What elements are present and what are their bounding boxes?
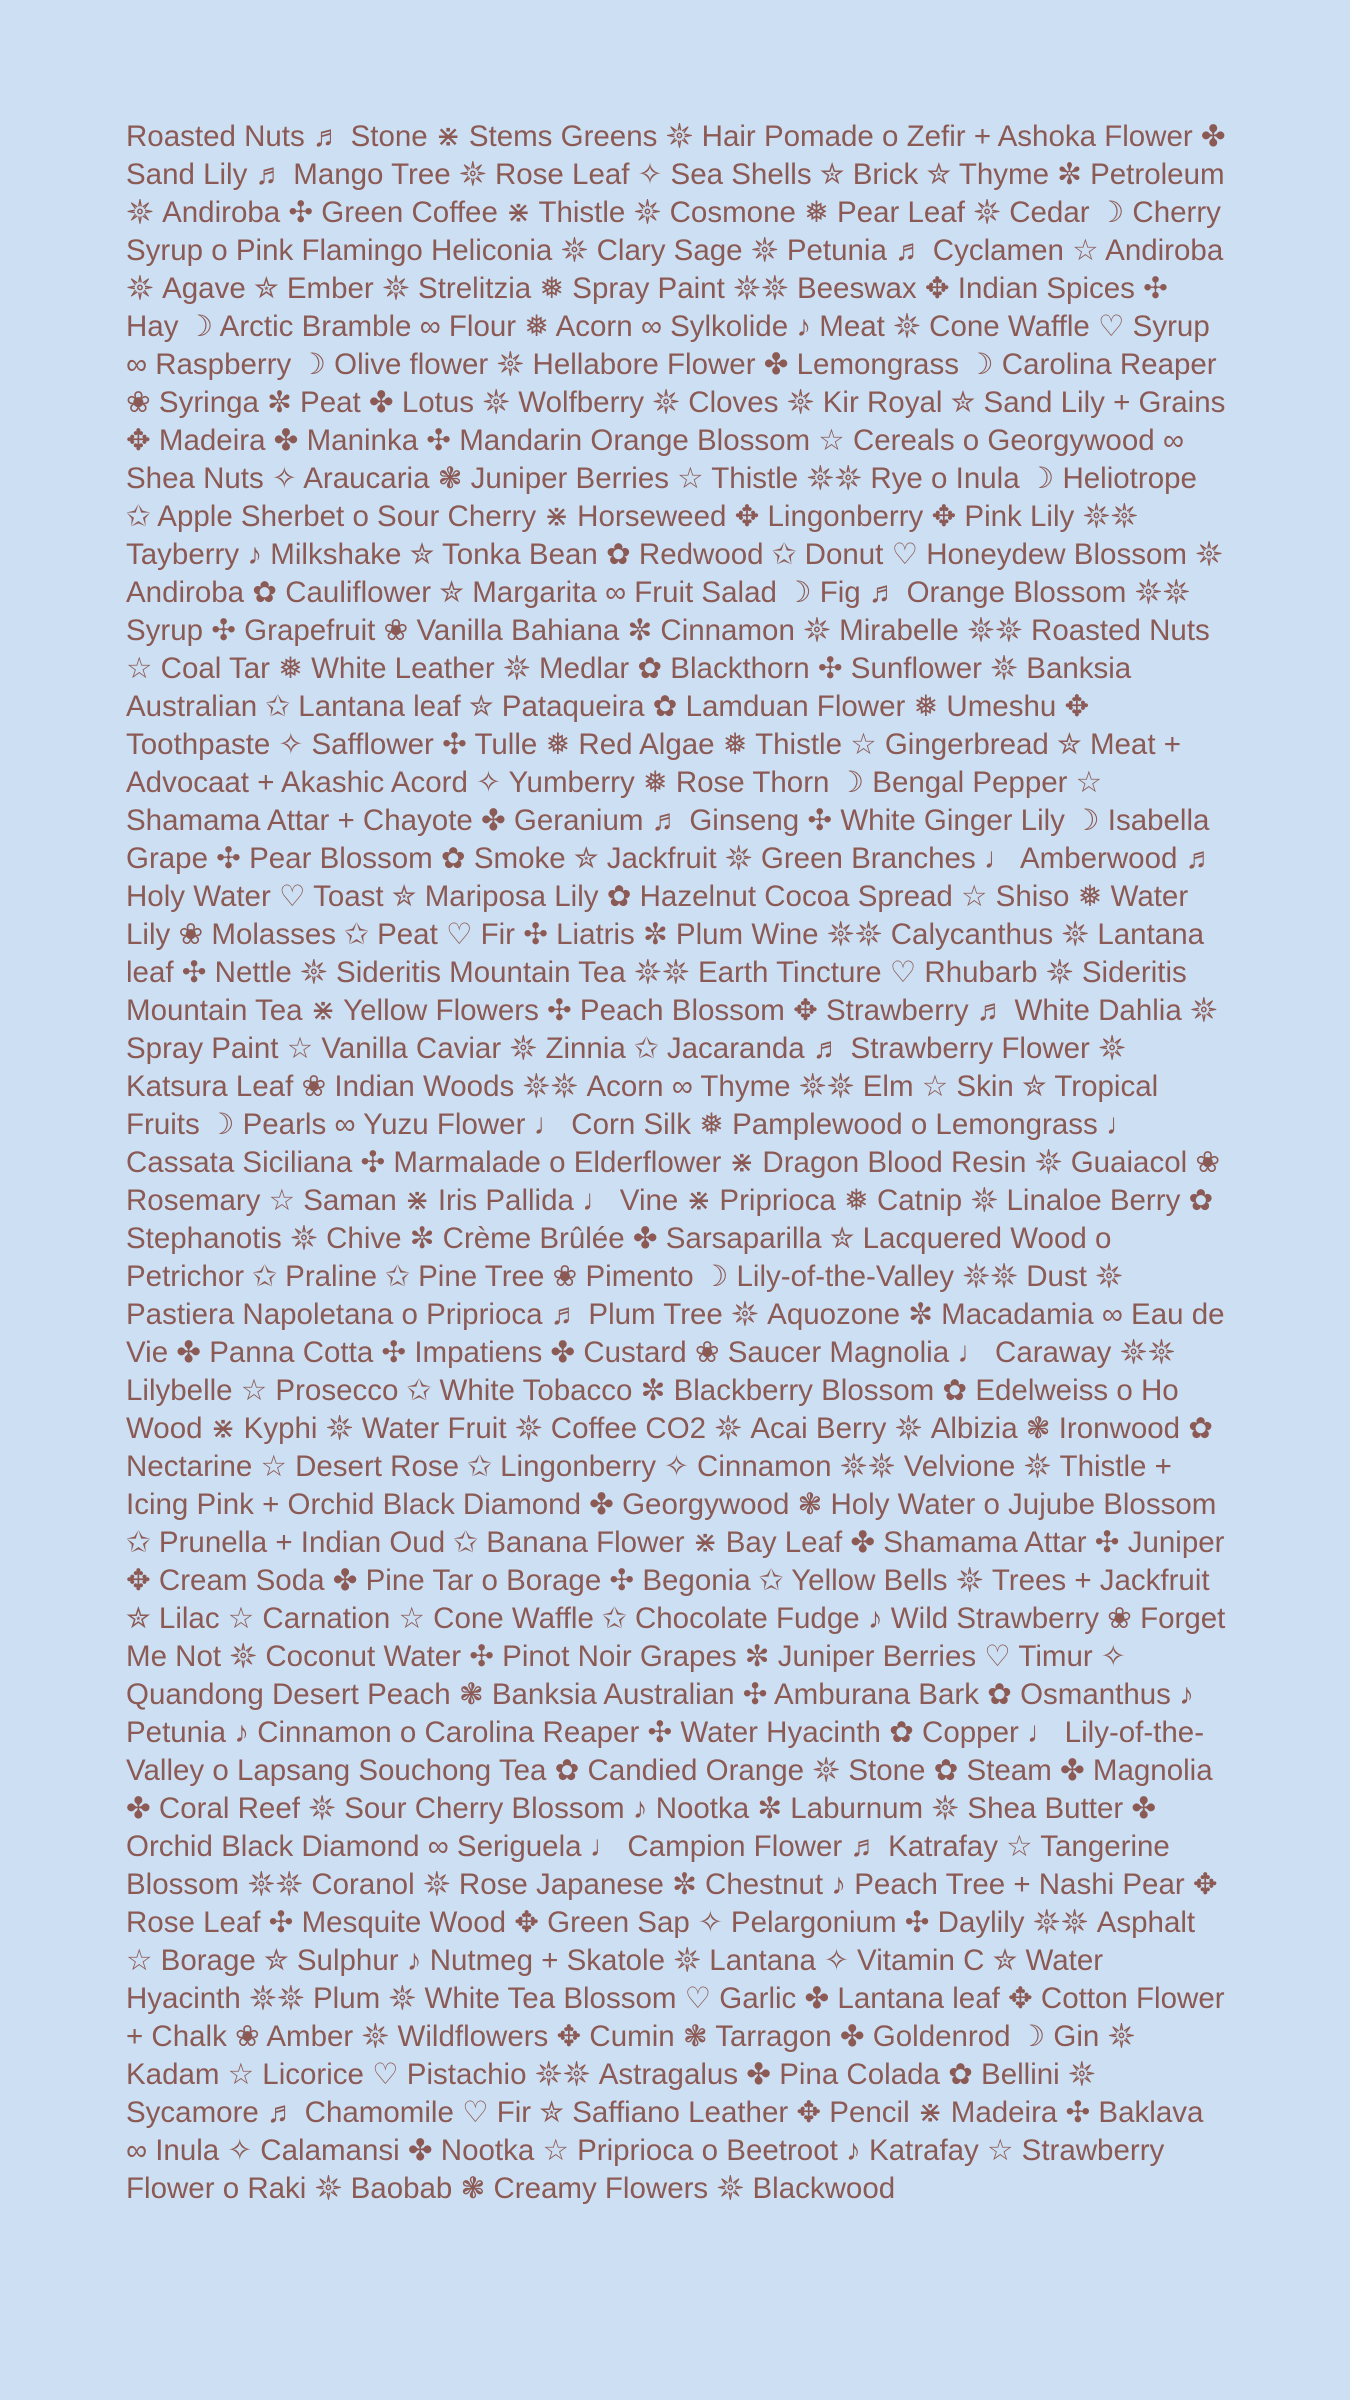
body-text: Roasted Nuts ♬ Stone ⋇ Stems Greens 𖤓 Hair Pomade o Zefir + Ashoka Flower ✤ Sand Lily ♬ Mango Tree 𖤓 Rose Leaf ✧ Sea Shells ✮ Brick ✮ Thyme ✼ Petroleum 𖤓 Andiroba ✣ Green Coffee ⋇ Thistle 𖤓 Cosmone ❅ Pear Leaf 𖤓 Cedar ☽ Cherry Syrup o Pink Flamingo Heliconia 𖤓 Clary Sage 𖤓 Petunia ♬ Cyclamen ☆ Andiroba 𖤓 Agave ✮ Ember 𖤓 Strelitzia ❅ Spray Paint 𖤓𖤓 Beeswax ✥ Indian Spices ✣ Hay ☽ Arctic Bramble ∞ Flour ❅ Acorn ∞ Sylkolide ♪ Meat 𖤓 Cone Waffle ♡ Syrup ∞ Raspberry ☽ Olive flower 𖤓 Hellabore Flower ✤ Lemongrass ☽ Carolina Reaper ❀ Syringa ✼ Peat ✤ Lotus 𖤓 Wolfberry 𖤓 Cloves 𖤓 Kir Royal ✮ Sand Lily + Grains ✥ Madeira ✤ Maninka ✣ Mandarin Orange Blossom ☆ Cereals o Georgywood ∞ Shea Nuts ✧ Araucaria ❃ Juniper Berries ☆ Thistle 𖤓𖤓 Rye o Inula ☽ Heliotrope ✩ Apple Sherbet o Sour Cherry ⋇ Horseweed ✥ Lingonberry ✥ Pink Lily 𖤓𖤓 Tayberry ♪ Milkshake ✮ Tonka Bean ✿ Redwood ✩ Donut ♡ Honeydew Blossom 𖤓 Andiroba ✿ Cauliflower ✮ Margarita ∞ Fruit Salad ☽ Fig ♬ Orange Blossom 𖤓𖤓 Syrup ✣ Grapefruit ❀ Vanilla Bahiana ✼ Cinnamon 𖤓 Mirabelle 𖤓𖤓 Roasted Nuts ☆ Coal Tar ❅ White Leather 𖤓 Medlar ✿ Blackthorn ✣ Sunflower 𖤓 Banksia Australian ✩ Lantana leaf ✮ Pataqueira ✿ Lamduan Flower ❅ Umeshu ✥ Toothpaste ✧ Safflower ✣ Tulle ❅ Red Algae ❅ Thistle ☆ Gingerbread ✮ Meat + Advocaat + Akashic Acord ✧ Yumberry ❅ Rose Thorn ☽ Bengal Pepper ☆ Shamama Attar + Chayote ✤ Geranium ♬ Ginseng ✣ White Ginger Lily ☽ Isabella Grape ✣ Pear Blossom ✿ Smoke ✮ Jackfruit 𖤓 Green Branches ♩ Amberwood ♬ Holy Water ♡ Toast ✮ Mariposa Lily ✿ Hazelnut Cocoa Spread ☆ Shiso ❅ Water Lily ❀ Molasses ✩ Peat ♡ Fir ✣ Liatris ✼ Plum Wine 𖤓𖤓 Calycanthus 𖤓 Lantana leaf ✣ Nettle 𖤓 Sideritis Mountain Tea 𖤓𖤓 Earth Tincture ♡ Rhubarb 𖤓 Sideritis Mountain Tea ⋇ Yellow Flowers ✣ Peach Blossom ✥ Strawberry ♬ White Dahlia 𖤓 Spray Paint ☆ Vanilla Caviar 𖤓 Zinnia ✩ Jacaranda ♬ Strawberry Flower 𖤓 Katsura Leaf ❀ Indian Woods 𖤓𖤓 Acorn ∞ Thyme 𖤓𖤓 Elm ☆ Skin ✮ Tropical Fruits ☽ Pearls ∞ Yuzu Flower ♩ Corn Silk ❅ Pamplewood o Lemongrass ♩ Cassata Siciliana ✣ Marmalade o Elderflower ⋇ Dragon Blood Resin 𖤓 Guaiacol ❀ Rosemary ☆ Saman ⋇ Iris Pallida ♩ Vine ⋇ Priprioca ❅ Catnip 𖤓 Linaloe Berry ✿ Stephanotis 𖤓 Chive ✼ Crème Brûlée ✤ Sarsaparilla ✮ Lacquered Wood o Petrichor ✩ Praline ✩ Pine Tree ❀ Pimento ☽ Lily-of-the-Valley 𖤓𖤓 Dust 𖤓 Pastiera Napoletana o Priprioca ♬ Plum Tree 𖤓 Aquozone ✼ Macadamia ∞ Eau de Vie ✤ Panna Cotta ✣ Impatiens ✤ Custard ❀ Saucer Magnolia ♩ Caraway 𖤓𖤓 Lilybelle ☆ Prosecco ✩ White Tobacco ✼ Blackberry Blossom ✿ Edelweiss o Ho Wood ⋇ Kyphi 𖤓 Water Fruit 𖤓 Coffee CO2 𖤓 Acai Berry 𖤓 Albizia ❃ Ironwood ✿ Nectarine ☆ Desert Rose ✩ Lingonberry ✧ Cinnamon 𖤓𖤓 Velvione 𖤓 Thistle + Icing Pink + Orchid Black Diamond ✤ Georgywood ❃ Holy Water o Jujube Blossom ✩ Prunella + Indian Oud ✩ Banana Flower ⋇ Bay Leaf ✤ Shamama Attar ✣ Juniper ✥ Cream Soda ✤ Pine Tar o Borage ✣ Begonia ✩ Yellow Bells 𖤓 Trees + Jackfruit ✮ Lilac ☆ Carnation ☆ Cone Waffle ✩ Chocolate Fudge ♪ Wild Strawberry ❀ Forget Me Not 𖤓 Coconut Water ✣ Pinot Noir Grapes ✼ Juniper Berries ♡ Timur ✧ Quandong Desert Peach ❃ Banksia Australian ✣ Amburana Bark ✿ Osmanthus ♪ Petunia ♪ Cinnamon o Carolina Reaper ✣ Water Hyacinth ✿ Copper ♩ Lily-of-the-Valley o Lapsang Souchong Tea ✿ Candied Orange 𖤓 Stone ✿ Steam ✤ Magnolia ✤ Coral Reef 𖤓 Sour Cherry Blossom ♪ Nootka ✼ Laburnum 𖤓 Shea Butter ✤ Orchid Black Diamond ∞ Seriguela ♩ Campion Flower ♬ Katrafay ☆ Tangerine Blossom 𖤓𖤓 Coranol 𖤓 Rose Japanese ✼ Chestnut ♪ Peach Tree + Nashi Pear ✥ Rose Leaf ✣ Mesquite Wood ✥ Green Sap ✧ Pelargonium ✣ Daylily 𖤓𖤓 Asphalt ☆ Borage ✮ Sulphur ♪ Nutmeg + Skatole 𖤓 Lantana ✧ Vitamin C ✮ Water Hyacinth 𖤓𖤓 Plum 𖤓 White Tea Blossom ♡ Garlic ✤ Lantana leaf ✥ Cotton Flower + Chalk ❀ Amber 𖤓 Wildflowers ✥ Cumin ❃ Tarragon ✤ Goldenrod ☽ Gin 𖤓 Kadam ☆ Licorice ♡ Pistachio 𖤓𖤓 Astragalus ✤ Pina Colada ✿ Bellini 𖤓 Sycamore ♬ Chamomile ♡ Fir ✮ Saffiano Leather ✥ Pencil ⋇ Madeira ✣ Baklava ∞ Inula ✧ Calamansi ✤ Nootka ☆ Priprioca o Beetroot ♪ Katrafay ☆ Strawberry Flower o Raki 𖤓 Baobab ❃ Creamy Flowers 𖤓 Blackwood	[126, 120, 1226, 2205]
